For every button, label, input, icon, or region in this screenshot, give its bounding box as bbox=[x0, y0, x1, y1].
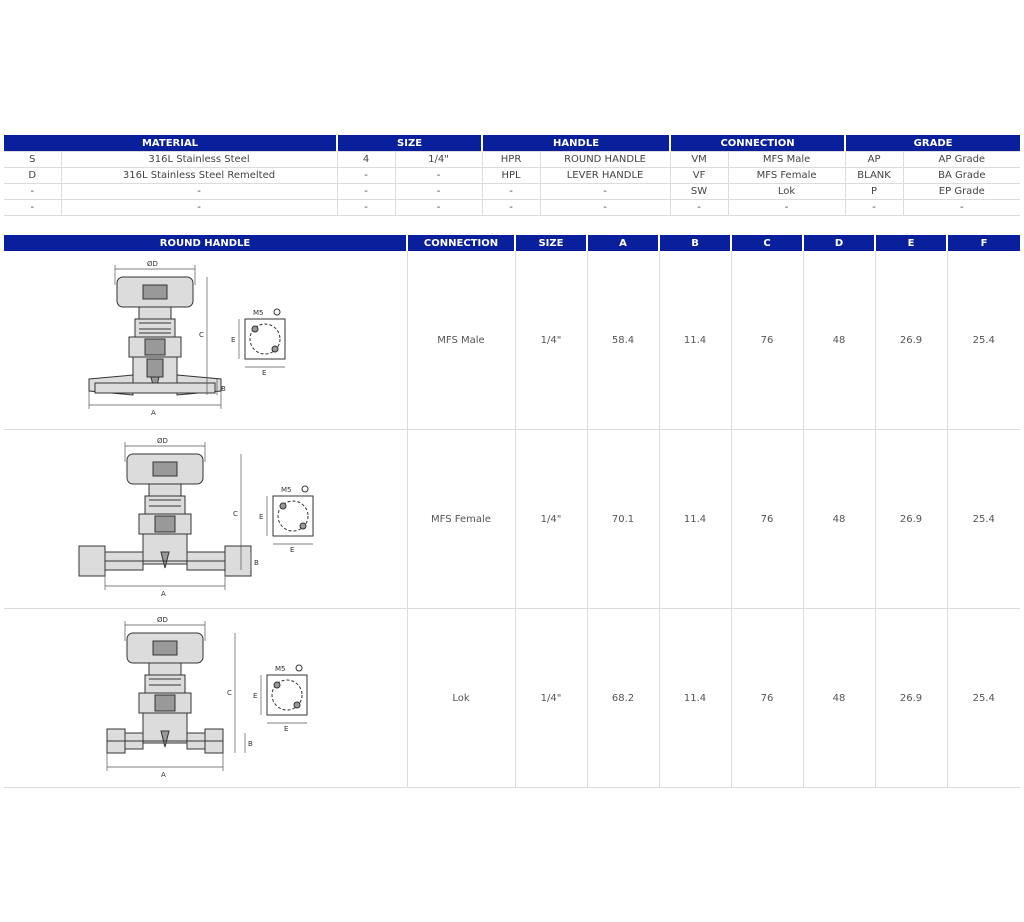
size-code: - bbox=[337, 200, 395, 216]
cell-f: 25.4 bbox=[947, 430, 1020, 609]
header-handle: HANDLE bbox=[482, 135, 670, 152]
label-c: C bbox=[199, 331, 205, 339]
label-c: C bbox=[227, 689, 233, 697]
grade-desc: AP Grade bbox=[903, 152, 1020, 168]
dimension-row bbox=[4, 251, 1020, 430]
cell-b: 11.4 bbox=[659, 609, 731, 788]
header-material: MATERIAL bbox=[4, 135, 337, 152]
dimension-header-row bbox=[4, 235, 1020, 251]
cell-a: 70.1 bbox=[587, 430, 659, 609]
connection-desc: - bbox=[728, 200, 845, 216]
grade-desc: - bbox=[903, 200, 1020, 216]
valve-drawing-mfs-male bbox=[4, 251, 407, 430]
cell-d: 48 bbox=[803, 430, 875, 609]
cell-a: 58.4 bbox=[587, 251, 659, 430]
header-d: D bbox=[803, 235, 875, 251]
header-connection: CONNECTION bbox=[407, 235, 515, 251]
size-desc: - bbox=[395, 168, 482, 184]
header-size: SIZE bbox=[337, 135, 482, 152]
valve-drawing-icon bbox=[55, 255, 355, 425]
label-a: A bbox=[151, 409, 157, 417]
valve-drawing-icon bbox=[55, 434, 355, 604]
connection-desc: MFS Male bbox=[728, 152, 845, 168]
valve-drawing-lok bbox=[4, 609, 407, 788]
label-b: B bbox=[221, 385, 227, 393]
cell-c: 76 bbox=[731, 251, 803, 430]
label-e: E bbox=[253, 692, 258, 700]
size-desc: - bbox=[395, 200, 482, 216]
cell-size: 1/4" bbox=[515, 609, 587, 788]
cell-connection: MFS Female bbox=[407, 430, 515, 609]
cell-c: 76 bbox=[731, 609, 803, 788]
label-a: A bbox=[161, 590, 167, 598]
label-b: B bbox=[248, 740, 254, 748]
label-e: E bbox=[262, 369, 267, 377]
cell-connection: MFS Male bbox=[407, 251, 515, 430]
handle-desc: ROUND HANDLE bbox=[540, 152, 670, 168]
cell-f: 25.4 bbox=[947, 609, 1020, 788]
cell-connection: Lok bbox=[407, 609, 515, 788]
label-b: B bbox=[254, 559, 260, 567]
size-code: 4 bbox=[337, 152, 395, 168]
label-m5: M5 bbox=[275, 665, 286, 673]
spec-row bbox=[4, 184, 1020, 200]
cell-size: 1/4" bbox=[515, 251, 587, 430]
label-a: A bbox=[161, 771, 167, 779]
material-code: - bbox=[4, 200, 61, 216]
cell-b: 11.4 bbox=[659, 430, 731, 609]
header-b: B bbox=[659, 235, 731, 251]
spec-row bbox=[4, 200, 1020, 216]
size-code: - bbox=[337, 168, 395, 184]
header-grade: GRADE bbox=[845, 135, 1020, 152]
cell-d: 48 bbox=[803, 251, 875, 430]
spec-row bbox=[4, 168, 1020, 184]
cell-e: 26.9 bbox=[875, 251, 947, 430]
header-round-handle: ROUND HANDLE bbox=[4, 235, 407, 251]
label-e: E bbox=[284, 725, 289, 733]
grade-code: AP bbox=[845, 152, 903, 168]
header-a: A bbox=[587, 235, 659, 251]
connection-desc: Lok bbox=[728, 184, 845, 200]
handle-desc: - bbox=[540, 200, 670, 216]
spec-row bbox=[4, 152, 1020, 168]
handle-desc: LEVER HANDLE bbox=[540, 168, 670, 184]
grade-code: BLANK bbox=[845, 168, 903, 184]
label-e: E bbox=[290, 546, 295, 554]
dimension-row bbox=[4, 609, 1020, 788]
connection-code: - bbox=[670, 200, 728, 216]
connection-code: VF bbox=[670, 168, 728, 184]
spec-header-row bbox=[4, 135, 1020, 152]
valve-drawing-icon bbox=[55, 613, 355, 783]
cell-f: 25.4 bbox=[947, 251, 1020, 430]
dimension-table bbox=[4, 235, 1020, 788]
material-desc: 316L Stainless Steel Remelted bbox=[61, 168, 337, 184]
handle-code: - bbox=[482, 200, 540, 216]
label-m5: M5 bbox=[281, 486, 292, 494]
cell-b: 11.4 bbox=[659, 251, 731, 430]
dimension-row bbox=[4, 430, 1020, 609]
label-c: C bbox=[233, 510, 239, 518]
label-d: ØD bbox=[157, 616, 169, 624]
cell-a: 68.2 bbox=[587, 609, 659, 788]
handle-code: - bbox=[482, 184, 540, 200]
connection-desc: MFS Female bbox=[728, 168, 845, 184]
cell-d: 48 bbox=[803, 609, 875, 788]
cell-size: 1/4" bbox=[515, 430, 587, 609]
size-code: - bbox=[337, 184, 395, 200]
label-m5: M5 bbox=[253, 309, 264, 317]
header-e: E bbox=[875, 235, 947, 251]
material-code: S bbox=[4, 152, 61, 168]
header-size: SIZE bbox=[515, 235, 587, 251]
size-desc: - bbox=[395, 184, 482, 200]
header-f: F bbox=[947, 235, 1020, 251]
handle-code: HPL bbox=[482, 168, 540, 184]
connection-code: VM bbox=[670, 152, 728, 168]
valve-drawing-mfs-female bbox=[4, 430, 407, 609]
grade-desc: BA Grade bbox=[903, 168, 1020, 184]
material-desc: - bbox=[61, 184, 337, 200]
grade-code: - bbox=[845, 200, 903, 216]
label-d: ØD bbox=[157, 437, 169, 445]
grade-desc: EP Grade bbox=[903, 184, 1020, 200]
handle-desc: - bbox=[540, 184, 670, 200]
spec-table bbox=[4, 135, 1020, 216]
label-e: E bbox=[231, 336, 236, 344]
header-c: C bbox=[731, 235, 803, 251]
cell-e: 26.9 bbox=[875, 609, 947, 788]
size-desc: 1/4" bbox=[395, 152, 482, 168]
grade-code: P bbox=[845, 184, 903, 200]
label-d: ØD bbox=[147, 260, 159, 268]
cell-e: 26.9 bbox=[875, 430, 947, 609]
material-code: - bbox=[4, 184, 61, 200]
material-code: D bbox=[4, 168, 61, 184]
handle-code: HPR bbox=[482, 152, 540, 168]
connection-code: SW bbox=[670, 184, 728, 200]
cell-c: 76 bbox=[731, 430, 803, 609]
label-e: E bbox=[259, 513, 264, 521]
material-desc: - bbox=[61, 200, 337, 216]
material-desc: 316L Stainless Steel bbox=[61, 152, 337, 168]
header-connection: CONNECTION bbox=[670, 135, 845, 152]
